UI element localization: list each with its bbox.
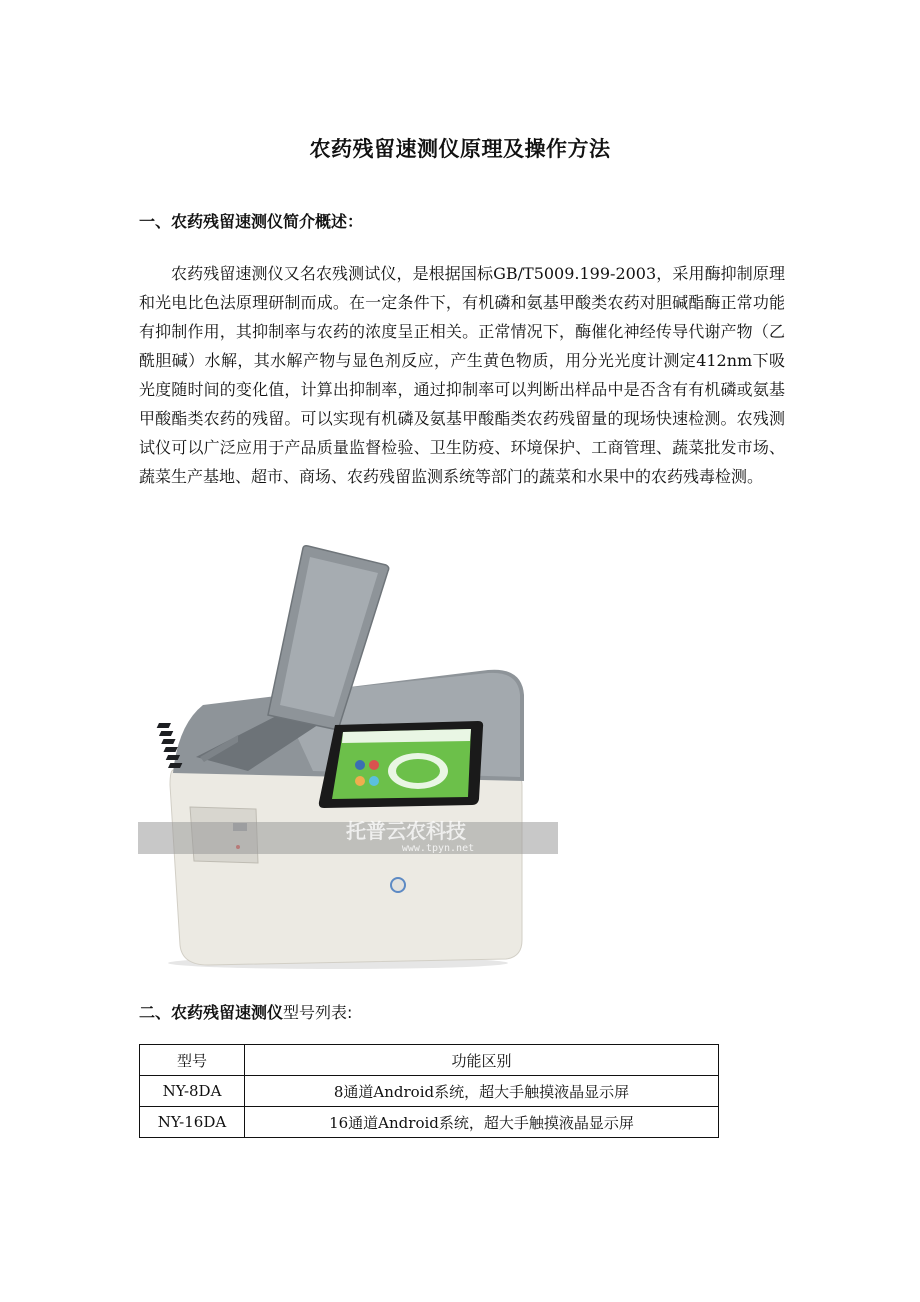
model-table xyxy=(139,1044,719,1138)
table-cell-model: NY-8DA xyxy=(140,1076,245,1107)
section-heading-models-normal: 型号列表: xyxy=(283,1003,353,1022)
section-heading-models-bold: 二、农药残留速测仪 xyxy=(139,1003,284,1022)
table-header-model: 型号 xyxy=(140,1045,245,1076)
intro-paragraph: 农药残留速测仪又名农残测试仪，是根据国标GB/T5009.199-2003，采用酶抑制原理和光电比色法原理研制而成。在一定条件下，有机磷和氨基甲酸类农药对胆碱酯酶正常功能有抑制作用，其抑制率与农药的浓度呈正相关。正常情况下，酶催化神经传导代谢产物（乙酰胆碱）水解，其水解产物与显色剂反应，产生黄色物质，用分光光度计测定412nm下吸光度随时间的变化值，计算出抑制率，通过抑制率可以判断出样品中是否含有有机磷或氨基甲酸酯类农药的残留。可以实现有机磷及氨基甲酸酯类农药残留量的现场快速检测。农残测试仪可以广泛应用于产品质量监督检验、卫生防疫、环境保护、工商管理、蔬菜批发市场、蔬菜生产基地、超市、商场、农药残留监测系统等部门的蔬菜和水果中的农药残毒检测。 xyxy=(139,264,785,486)
section-heading-intro: 一、农药残留速测仪简介概述： xyxy=(139,212,364,231)
watermark-url: www.tpyn.net xyxy=(401,843,475,854)
table-row xyxy=(140,1076,719,1107)
table-cell-function: 16通道Android系统，超大手触摸液晶显示屏 xyxy=(245,1107,719,1138)
section-heading-models xyxy=(139,1000,352,1023)
power-button xyxy=(391,878,405,892)
product-image xyxy=(138,545,558,970)
watermark-text: 托普云农科技 xyxy=(346,819,466,843)
table-cell-function: 8通道Android系统，超大手触摸液晶显示屏 xyxy=(245,1076,719,1107)
page-title: 农药残留速测仪原理及操作方法 xyxy=(309,137,611,161)
table-header-function: 功能区别 xyxy=(245,1045,719,1076)
table-cell-model: NY-16DA xyxy=(140,1107,245,1138)
table-header-row xyxy=(140,1045,719,1076)
table-row xyxy=(140,1107,719,1138)
